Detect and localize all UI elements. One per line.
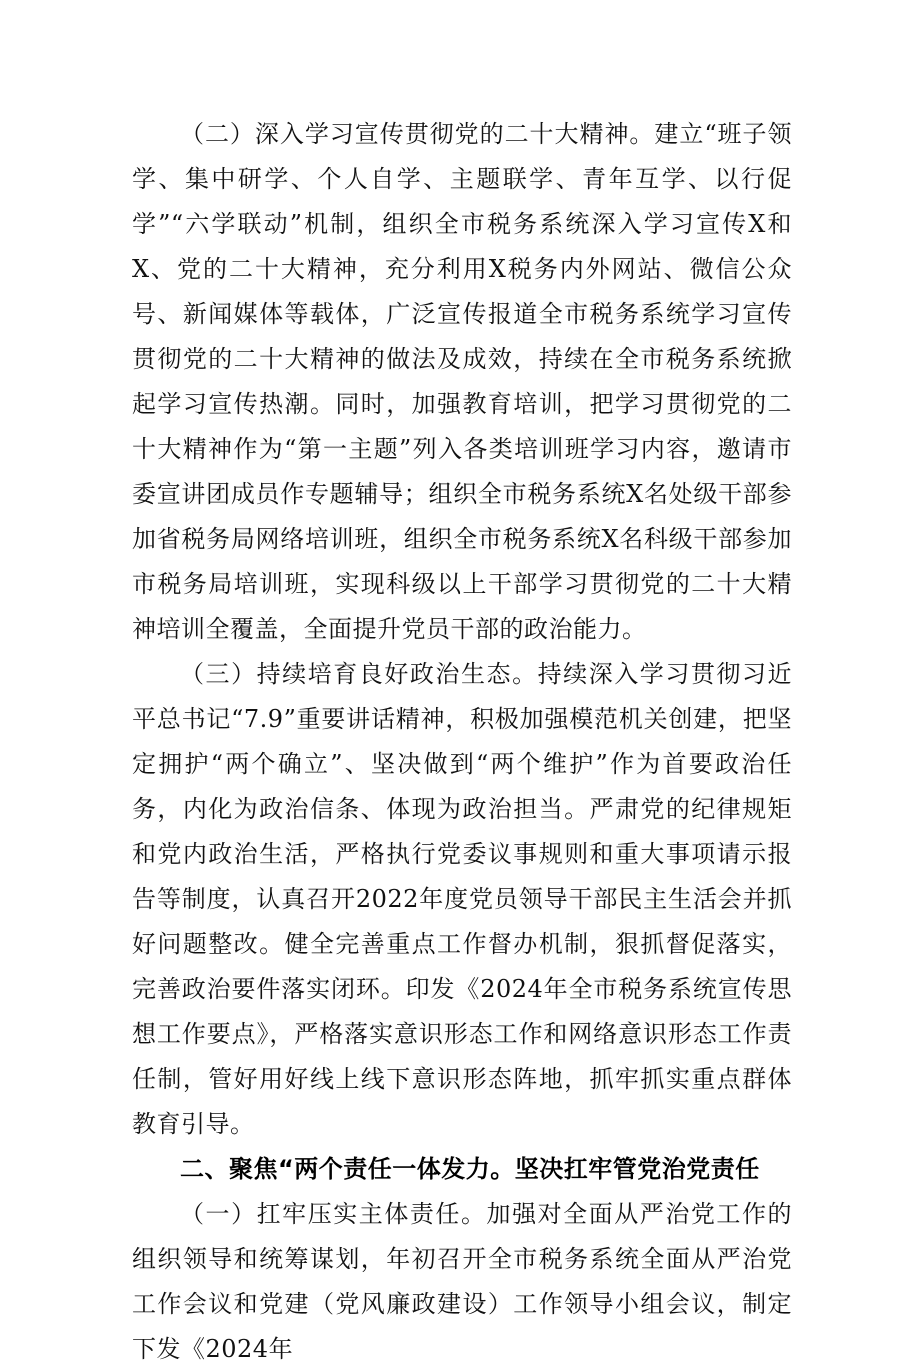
document-body bbox=[132, 112, 792, 1372]
paragraph-study-twentieth-congress: （二）深入学习宣传贯彻党的二十大精神。建立“班子领学、集中研学、个人自学、主题联学、青年互学、以行促学”“六学联动”机制，组织全市税务系统深入学习宣传X和X、党的二十大精神，充分利用X税务内外网站、微信公众号、新闻媒体等载体，广泛宣传报道全市税务系统学习宣传贯彻党的二十大精神的做法及成效，持续在全市税务系统掀起学习宣传热潮。同时，加强教育培训，把学习贯彻党的二十大精神作为“第一主题”列入各类培训班学习内容，邀请市委宣讲团成员作专题辅导；组织全市税务系统X名处级干部参加省税务局网络培训班，组织全市税务系统X名科级干部参加市税务局培训班，实现科级以上干部学习贯彻党的二十大精神培训全覆盖，全面提升党员干部的政治能力。 bbox=[132, 120, 792, 643]
paragraph-political-ecology: （三）持续培育良好政治生态。持续深入学习贯彻习近平总书记“7.9”重要讲话精神，积极加强模范机关创建，把坚定拥护“两个确立”、坚决做到“两个维护”作为首要政治任务，内化为政治信条、体现为政治担当。严肃党的纪律规矩和党内政治生活，严格执行党委议事规则和重大事项请示报告等制度，认真召开2022年度党员领导干部民主生活会并抓好问题整改。健全完善重点工作督办机制，狠抓督促落实，完善政治要件落实闭环。印发《2024年全市税务系统宣传思想工作要点》，严格落实意识形态工作和网络意识形态工作责任制，管好用好线上线下意识形态阵地，抓牢抓实重点群体教育引导。 bbox=[132, 660, 792, 1138]
section-heading-two-responsibilities: 二、聚焦“两个责任一体发力。坚决扛牢管党治党责任 bbox=[180, 1155, 760, 1183]
paragraph-main-responsibility: （一）扛牢压实主体责任。加强对全面从严治党工作的组织领导和统筹谋划，年初召开全市税务系统全面从严治党工作会议和党建（党风廉政建设）工作领导小组会议，制定下发《2024年 bbox=[132, 1200, 792, 1363]
